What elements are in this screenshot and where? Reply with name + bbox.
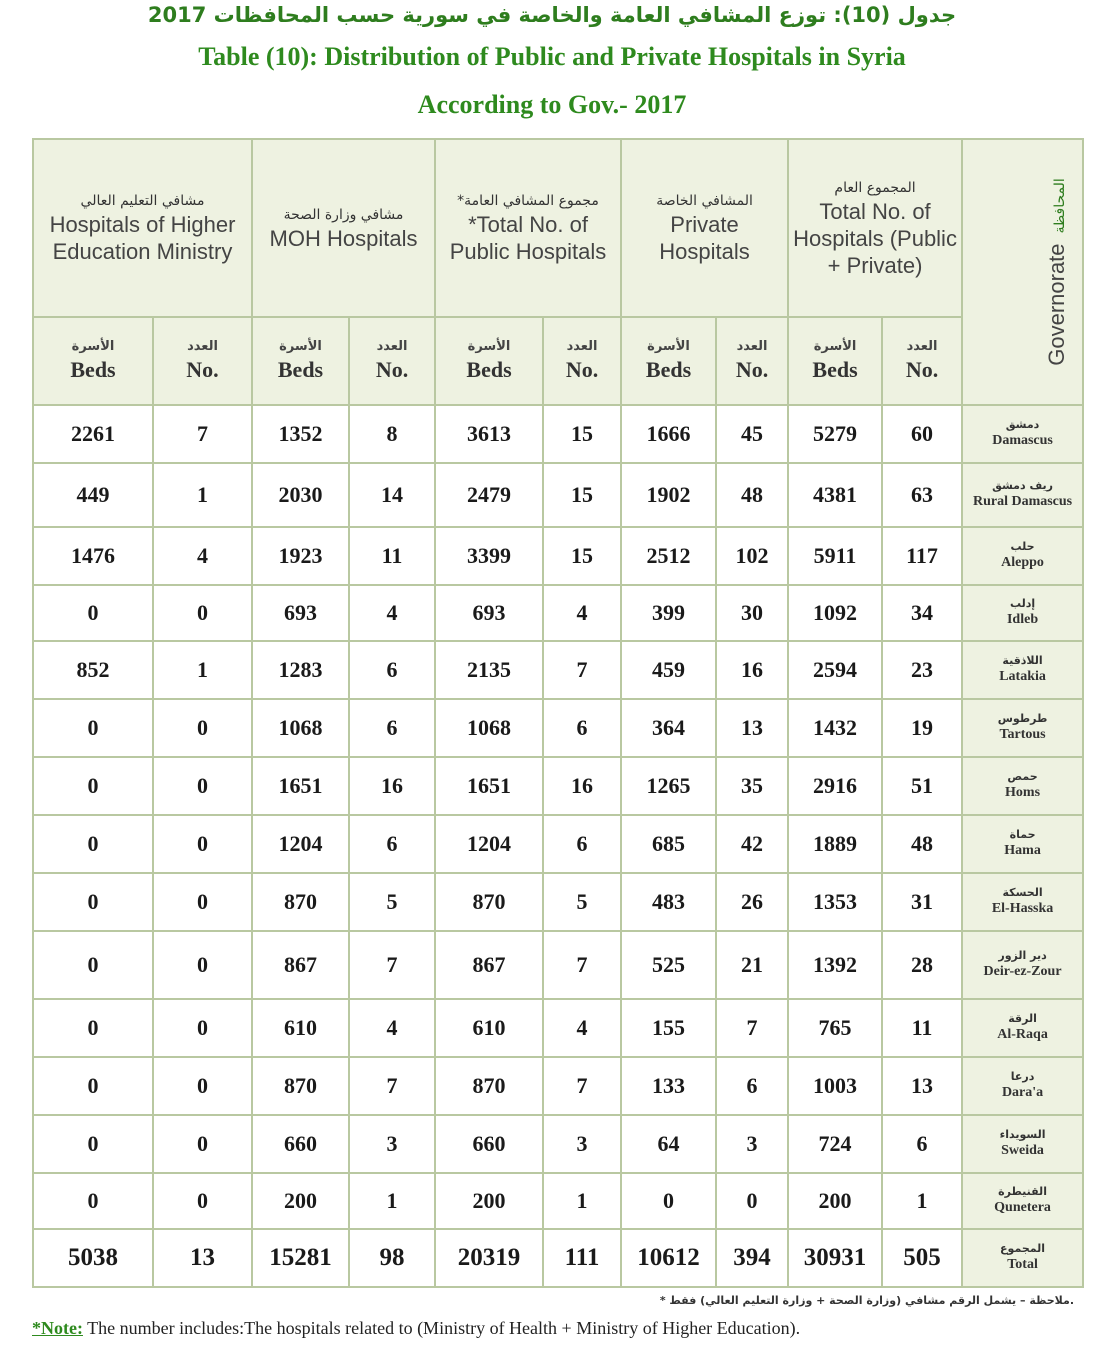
cell-public_beds: 2135 [435,641,543,699]
cell-private_beds: 1902 [621,463,716,527]
cell-higher_beds: 1476 [33,527,153,585]
cell-higher_no: 0 [153,1057,252,1115]
cell-private_beds: 155 [621,999,716,1057]
subheader-no: العدد No. [882,317,962,405]
cell-higher_no: 0 [153,931,252,999]
cell-private_no: 16 [716,641,788,699]
cell-moh_no: 6 [349,815,435,873]
cell-moh_beds: 870 [252,1057,349,1115]
cell-public_beds: 610 [435,999,543,1057]
cell-public_beds: 200 [435,1173,543,1229]
cell-moh_no: 8 [349,405,435,463]
cell-moh_beds: 2030 [252,463,349,527]
cell-moh_no: 4 [349,999,435,1057]
governorate-cell: دمشق Damascus [962,405,1083,463]
cell-total_beds: 200 [788,1173,882,1229]
total-moh_no: 98 [349,1229,435,1287]
cell-public_no: 15 [543,405,621,463]
table-row [33,873,1083,931]
cell-total_beds: 765 [788,999,882,1057]
cell-private_beds: 2512 [621,527,716,585]
cell-total_no: 28 [882,931,962,999]
table-title-line2: According to Gov.- 2017 [417,90,687,119]
cell-higher_no: 0 [153,699,252,757]
table-row [33,585,1083,641]
subheader-no: العدد No. [543,317,621,405]
cell-moh_no: 7 [349,1057,435,1115]
cell-total_beds: 5279 [788,405,882,463]
cell-private_no: 3 [716,1115,788,1173]
cell-public_beds: 1068 [435,699,543,757]
cell-total_no: 1 [882,1173,962,1229]
cell-moh_beds: 1923 [252,527,349,585]
cell-moh_no: 16 [349,757,435,815]
cell-public_no: 5 [543,873,621,931]
cell-higher_no: 0 [153,585,252,641]
total-public_no: 111 [543,1229,621,1287]
cell-total_beds: 2594 [788,641,882,699]
table-row [33,757,1083,815]
cell-total_beds: 4381 [788,463,882,527]
cell-private_beds: 525 [621,931,716,999]
cell-private_beds: 1666 [621,405,716,463]
table-row [33,699,1083,757]
table-title-line1: Table (10): Distribution of Public and Private Hospitals in Syria [198,42,906,71]
cell-higher_beds: 0 [33,1115,153,1173]
cell-moh_beds: 1283 [252,641,349,699]
cell-total_no: 34 [882,585,962,641]
table-row [33,931,1083,999]
cell-moh_no: 3 [349,1115,435,1173]
total-row [33,1229,1083,1287]
cell-moh_no: 11 [349,527,435,585]
cell-moh_no: 6 [349,699,435,757]
header-total: المجموع العام Total No. of Hospitals (Public + Private) [788,139,962,317]
cell-moh_beds: 200 [252,1173,349,1229]
cell-private_no: 35 [716,757,788,815]
governorate-cell: درعا Dara'a [962,1057,1083,1115]
cell-private_beds: 64 [621,1115,716,1173]
governorate-cell: ريف دمشق Rural Damascus [962,463,1083,527]
cell-total_beds: 1353 [788,873,882,931]
cell-higher_no: 0 [153,757,252,815]
table-row [33,1057,1083,1115]
cell-public_beds: 660 [435,1115,543,1173]
cell-public_beds: 3399 [435,527,543,585]
subheader-beds: الأسرة Beds [252,317,349,405]
cell-private_no: 0 [716,1173,788,1229]
cell-higher_beds: 0 [33,757,153,815]
cell-higher_beds: 0 [33,931,153,999]
cell-private_beds: 399 [621,585,716,641]
total-total_no: 505 [882,1229,962,1287]
cell-moh_no: 14 [349,463,435,527]
header-moh: مشافي وزارة الصحة MOH Hospitals [252,139,435,317]
governorate-cell: حمص Homs [962,757,1083,815]
note-arabic: * ملاحظة – يشمل الرقم مشافي (وزارة الصحة + وزارة التعليم العالي) فقط. [659,1294,1074,1307]
cell-public_no: 4 [543,999,621,1057]
cell-private_no: 21 [716,931,788,999]
cell-private_no: 26 [716,873,788,931]
total-public_beds: 20319 [435,1229,543,1287]
cell-moh_beds: 1204 [252,815,349,873]
governorate-cell: اللاذقية Latakia [962,641,1083,699]
total-private_no: 394 [716,1229,788,1287]
cell-public_no: 15 [543,527,621,585]
total-label-cell: المجموع Total [962,1229,1083,1287]
cell-higher_beds: 0 [33,1057,153,1115]
cell-private_no: 48 [716,463,788,527]
cell-total_no: 48 [882,815,962,873]
cell-moh_beds: 1068 [252,699,349,757]
total-moh_beds: 15281 [252,1229,349,1287]
cell-total_beds: 724 [788,1115,882,1173]
cell-total_no: 19 [882,699,962,757]
cell-moh_no: 4 [349,585,435,641]
cell-higher_beds: 0 [33,585,153,641]
cell-moh_beds: 1651 [252,757,349,815]
cell-public_no: 3 [543,1115,621,1173]
cell-higher_beds: 0 [33,815,153,873]
cell-moh_no: 7 [349,931,435,999]
arabic-title: جدول (10): توزع المشافي العامة والخاصة في سورية حسب المحافظات 2017 [147,3,957,27]
governorate-cell: الرقة Al-Raqa [962,999,1083,1057]
cell-higher_beds: 2261 [33,405,153,463]
table-row [33,1115,1083,1173]
cell-private_no: 7 [716,999,788,1057]
cell-private_beds: 459 [621,641,716,699]
table-row [33,405,1083,463]
cell-moh_beds: 870 [252,873,349,931]
cell-higher_beds: 0 [33,699,153,757]
hospitals-table [32,138,1084,1288]
cell-total_beds: 1392 [788,931,882,999]
cell-total_beds: 1003 [788,1057,882,1115]
subheader-no: العدد No. [153,317,252,405]
cell-higher_beds: 0 [33,1173,153,1229]
cell-total_beds: 1092 [788,585,882,641]
cell-higher_no: 7 [153,405,252,463]
cell-total_no: 51 [882,757,962,815]
cell-moh_no: 1 [349,1173,435,1229]
total-total_beds: 30931 [788,1229,882,1287]
cell-public_no: 16 [543,757,621,815]
cell-moh_beds: 693 [252,585,349,641]
total-private_beds: 10612 [621,1229,716,1287]
cell-private_beds: 483 [621,873,716,931]
cell-private_no: 102 [716,527,788,585]
cell-private_no: 13 [716,699,788,757]
cell-moh_beds: 660 [252,1115,349,1173]
cell-public_beds: 870 [435,1057,543,1115]
header-higher-education: مشافي التعليم العالي Hospitals of Higher Education Ministry [33,139,252,317]
cell-total_beds: 5911 [788,527,882,585]
governorate-cell: حماة Hama [962,815,1083,873]
cell-private_no: 45 [716,405,788,463]
subheader-beds: الأسرة Beds [621,317,716,405]
total-higher_beds: 5038 [33,1229,153,1287]
cell-public_no: 15 [543,463,621,527]
cell-higher_no: 1 [153,463,252,527]
governorate-cell: الحسكة El-Hasska [962,873,1083,931]
cell-public_beds: 693 [435,585,543,641]
cell-public_beds: 1651 [435,757,543,815]
cell-moh_beds: 610 [252,999,349,1057]
cell-private_no: 6 [716,1057,788,1115]
cell-private_no: 30 [716,585,788,641]
subheader-no: العدد No. [349,317,435,405]
subheader-no: العدد No. [716,317,788,405]
cell-public_no: 6 [543,699,621,757]
cell-private_beds: 364 [621,699,716,757]
table-row [33,527,1083,585]
cell-total_no: 60 [882,405,962,463]
governorate-cell: القنيطرة Qunetera [962,1173,1083,1229]
subheader-beds: الأسرة Beds [435,317,543,405]
table-row [33,463,1083,527]
cell-private_no: 42 [716,815,788,873]
cell-public_no: 7 [543,1057,621,1115]
table-row [33,815,1083,873]
governorate-cell: دير الزور Deir-ez-Zour [962,931,1083,999]
table-row [33,999,1083,1057]
table-row [33,641,1083,699]
cell-public_no: 7 [543,931,621,999]
cell-public_no: 1 [543,1173,621,1229]
cell-higher_no: 1 [153,641,252,699]
cell-public_no: 4 [543,585,621,641]
cell-public_no: 7 [543,641,621,699]
cell-total_no: 13 [882,1057,962,1115]
cell-higher_no: 0 [153,815,252,873]
governorate-cell: السويداء Sweida [962,1115,1083,1173]
subheader-beds: الأسرة Beds [33,317,153,405]
cell-total_beds: 1889 [788,815,882,873]
cell-higher_beds: 852 [33,641,153,699]
cell-total_no: 23 [882,641,962,699]
cell-total_no: 117 [882,527,962,585]
cell-public_no: 6 [543,815,621,873]
subheader-beds: الأسرة Beds [788,317,882,405]
cell-public_beds: 867 [435,931,543,999]
cell-moh_no: 6 [349,641,435,699]
cell-public_beds: 3613 [435,405,543,463]
cell-private_beds: 133 [621,1057,716,1115]
cell-private_beds: 1265 [621,757,716,815]
cell-moh_no: 5 [349,873,435,931]
total-higher_no: 13 [153,1229,252,1287]
header-public: *مجموع المشافي العامة *Total No. of Public Hospitals [435,139,621,317]
cell-higher_no: 0 [153,1115,252,1173]
cell-higher_no: 4 [153,527,252,585]
cell-moh_beds: 867 [252,931,349,999]
governorate-cell: طرطوس Tartous [962,699,1083,757]
cell-total_no: 31 [882,873,962,931]
cell-total_beds: 1432 [788,699,882,757]
governorate-cell: إدلب Idleb [962,585,1083,641]
cell-higher_no: 0 [153,1173,252,1229]
cell-public_beds: 1204 [435,815,543,873]
cell-public_beds: 2479 [435,463,543,527]
governorate-cell: حلب Aleppo [962,527,1083,585]
cell-higher_beds: 0 [33,873,153,931]
cell-private_beds: 0 [621,1173,716,1229]
cell-higher_no: 0 [153,873,252,931]
cell-total_beds: 2916 [788,757,882,815]
cell-higher_beds: 0 [33,999,153,1057]
cell-private_beds: 685 [621,815,716,873]
cell-public_beds: 870 [435,873,543,931]
cell-higher_no: 0 [153,999,252,1057]
cell-total_no: 63 [882,463,962,527]
header-governorate: Governorateالمحافظة [962,139,1083,405]
cell-higher_beds: 449 [33,463,153,527]
cell-moh_beds: 1352 [252,405,349,463]
note-english: *Note: The number includes:The hospitals related to (Ministry of Health + Ministry of Higher Education). [32,1318,801,1338]
cell-total_no: 11 [882,999,962,1057]
header-private: المشافي الخاصة Private Hospitals [621,139,788,317]
cell-total_no: 6 [882,1115,962,1173]
table-row [33,1173,1083,1229]
